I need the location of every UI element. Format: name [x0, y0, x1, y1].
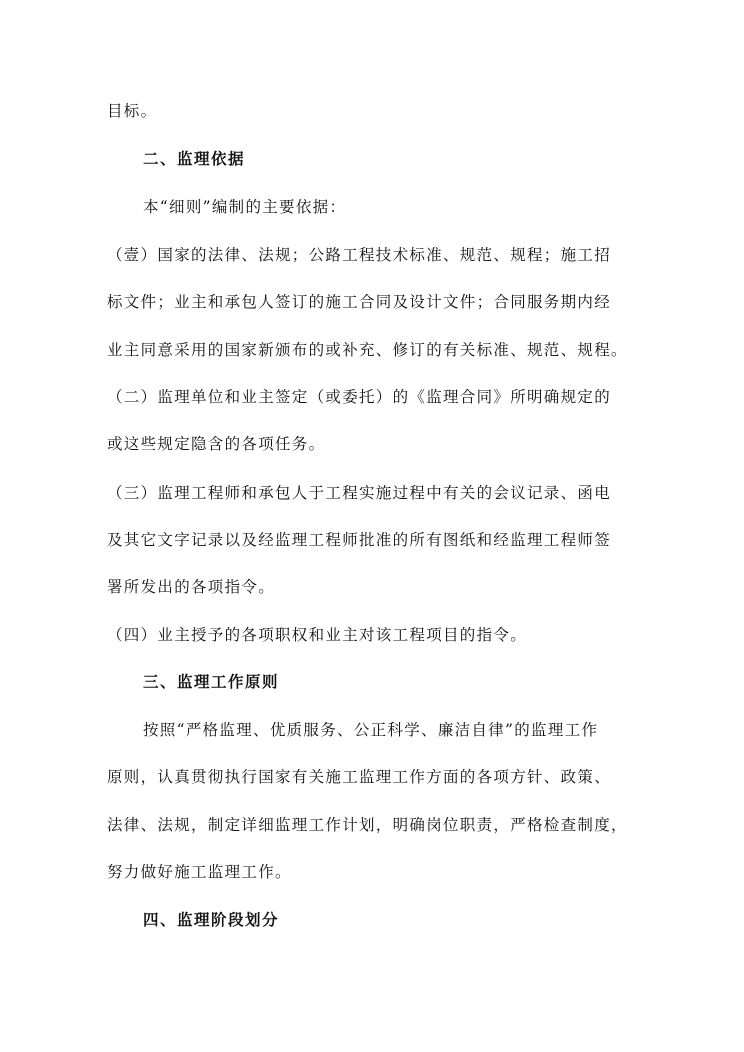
- text-line-principles-a: 按照“严格监理、优质服务、公正科学、廉洁自律”的监理工作: [143, 721, 599, 739]
- text-line-goal: 目标。: [107, 102, 158, 120]
- text-line-principles-c: 法律、法规，制定详细监理工作计划，明确岗位职责，严格检查制度，: [107, 816, 628, 834]
- text-line-item-4: （四）业主授予的各项职权和业主对该工程项目的指令。: [107, 626, 528, 644]
- text-line-basis-intro: 本“细则”编制的主要依据：: [143, 198, 347, 216]
- text-line-item-1c: 业主同意采用的国家新颁布的或补充、修订的有关标准、规范、规程。: [107, 341, 628, 359]
- text-line-item-2b: 或这些规定隐含的各项任务。: [107, 435, 326, 453]
- text-line-item-3a: （三）监理工程师和承包人于工程实施过程中有关的会议记录、函电: [107, 484, 612, 502]
- section-heading-stages: 四、监理阶段划分: [143, 910, 280, 929]
- text-line-item-2a: （二）监理单位和业主签定（或委托）的《监理合同》所明确规定的: [107, 388, 612, 406]
- section-heading-principles: 三、监理工作原则: [143, 672, 280, 691]
- text-line-item-3c: 署所发出的各项指令。: [107, 578, 276, 596]
- text-line-item-1b: 标文件；业主和承包人签订的施工合同及设计文件；合同服务期内经: [107, 293, 612, 311]
- section-heading-basis: 二、监理依据: [143, 149, 246, 168]
- text-line-principles-d: 努力做好施工监理工作。: [107, 863, 292, 881]
- text-line-item-3b: 及其它文字记录以及经监理工程师批准的所有图纸和经监理工程师签: [107, 531, 612, 549]
- text-line-item-1a: （壹）国家的法律、法规；公路工程技术标准、规范、规程；施工招: [107, 246, 612, 264]
- text-line-principles-b: 原则，认真贯彻执行国家有关施工监理工作方面的各项方针、政策、: [107, 768, 612, 786]
